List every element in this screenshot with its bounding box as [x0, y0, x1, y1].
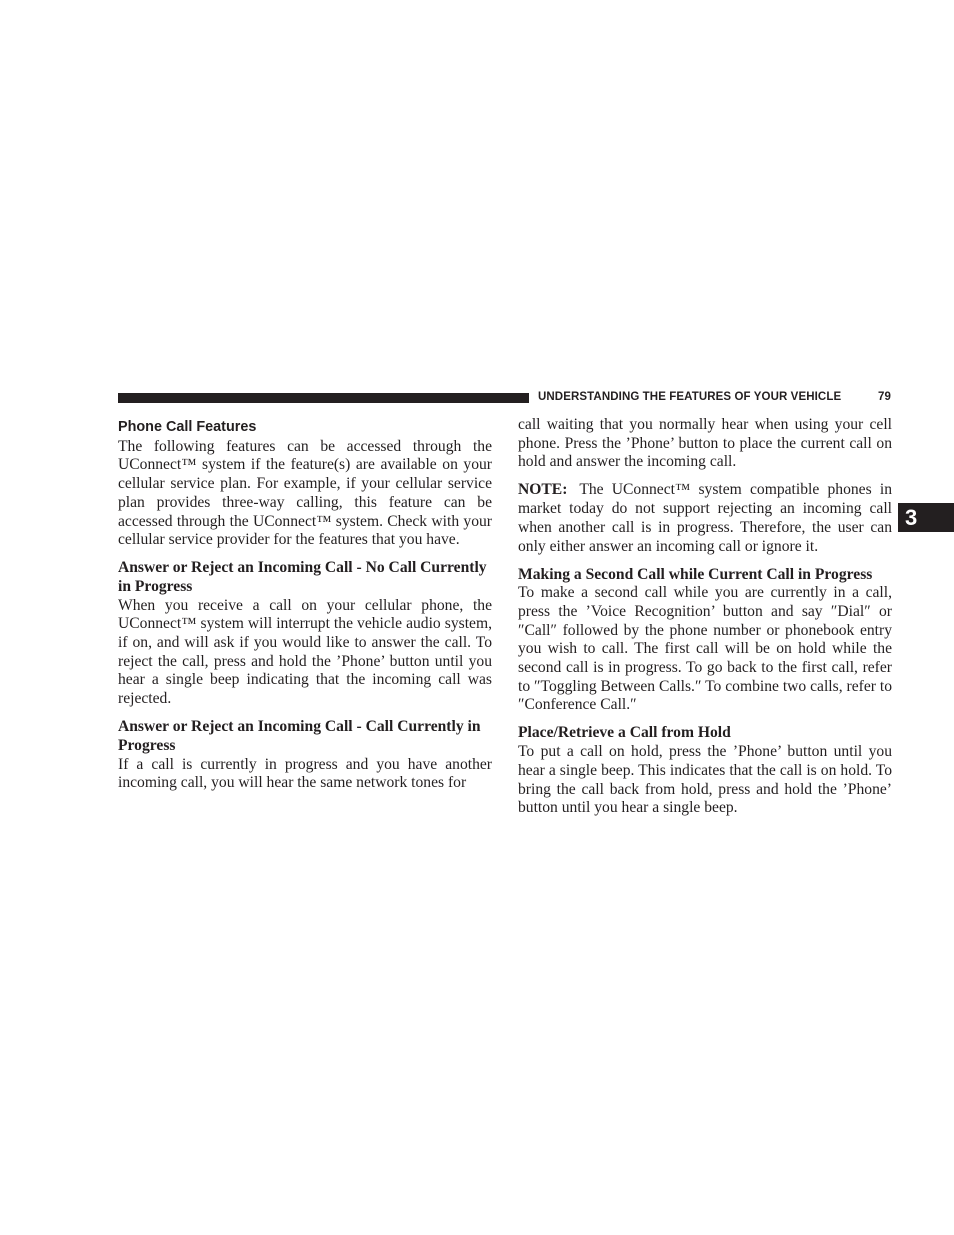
paragraph-second-call: To make a second call while you are currently in a call, press the ’Voice Recognition’ button and say ″Dial″ or ″Call″ followed by the phone number or phonebook entry you wish to call. The first call will be on hold while the second call is in progress. To go back to the first call, refer to ″Toggling Between Calls.″ To combine two calls, refer to ″Conference Call.″	[518, 584, 892, 714]
subheading-hold: Place/Retrieve a Call from Hold	[518, 724, 731, 742]
paragraph-no-call: When you receive a call on your cellular phone, the UConnect™ system will interrupt the vehicle audio system, if on, and will ask if you would like to answer the call. To reject the call, press and hold the ’Phone’ button until you hear a single beep indicating that the incoming call was rejected.	[118, 596, 492, 708]
running-head	[538, 391, 891, 403]
subheading-no-call: Answer or Reject an Incoming Call - No Call Currently in Progress	[118, 559, 487, 595]
running-title: UNDERSTANDING THE FEATURES OF YOUR VEHICLE	[538, 391, 842, 403]
continued-paragraph: call waiting that you normally hear when using your cell phone. Press the ’Phone’ button to place the current call on hold and answer the incoming call.	[518, 416, 892, 471]
paragraph-call-in-progress: If a call is currently in progress and you have another incoming call, you will hear the same network tones for	[118, 755, 492, 792]
section-heading: Phone Call Features	[118, 419, 257, 435]
header-rule	[118, 393, 529, 403]
paragraph-hold: To put a call on hold, press the ’Phone’ button until you hear a single beep. This indicates that the call is on hold. To bring the call back from hold, press and hold the ’Phone’ button until you hear a single beep.	[518, 743, 892, 817]
note-paragraph	[518, 481, 892, 556]
page-number: 79	[878, 391, 891, 403]
subheading-second-call: Making a Second Call while Current Call in Progress	[518, 565, 873, 583]
intro-paragraph: The following features can be accessed through the UConnect™ system if the feature(s) are available on your cellular service plan. For example, if your cellular service plan provides three-way calling, this feature can be accessed through the UConnect™ system. Check with your cellular service provider for the features that you have.	[118, 437, 492, 549]
note-text: The UConnect™ system compatible phones in market today do not support rejecting an incoming call when another call is in progress. Therefore, the user can only either answer an incoming call or ignore it.	[518, 481, 892, 555]
subheading-call-in-progress: Answer or Reject an Incoming Call - Call Currently in Progress	[118, 718, 481, 754]
right-column	[518, 416, 892, 827]
chapter-tab: 3	[898, 503, 954, 532]
note-label: NOTE:	[518, 481, 568, 499]
left-column	[118, 416, 492, 802]
